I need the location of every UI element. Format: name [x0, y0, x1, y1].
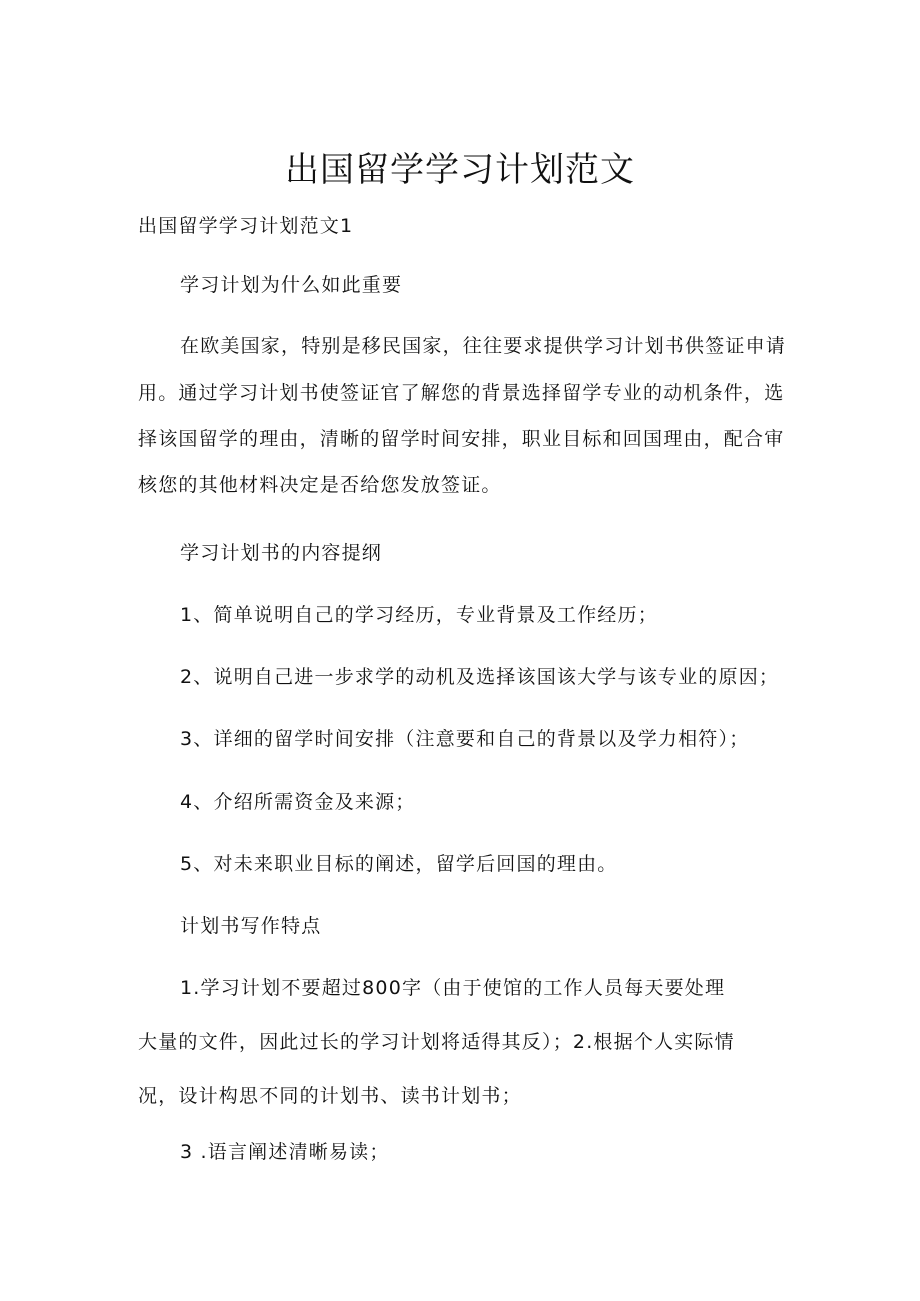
outline-item-5: 5、对未来职业目标的阐述，留学后回国的理由。	[180, 853, 618, 875]
features-paragraph-line-3: 况，设计构思不同的计划书、读书计划书；	[138, 1085, 522, 1107]
subheading-importance: 学习计划为什么如此重要	[180, 274, 403, 296]
feature-item-3: 3 .语言阐述清晰易读；	[180, 1141, 390, 1163]
subheading-features: 计划书写作特点	[180, 915, 322, 937]
features-paragraph-line-1: 1.学习计划不要超过800字（由于使馆的工作人员每天要处理	[180, 977, 726, 999]
document-title: 出国留学学习计划范文	[285, 150, 635, 190]
importance-paragraph-line-2: 用。通过学习计划书使签证官了解您的背景选择留学专业的动机条件，选	[138, 382, 785, 404]
outline-item-1: 1、简单说明自己的学习经历，专业背景及工作经历；	[180, 604, 658, 626]
features-paragraph-line-2: 大量的文件，因此过长的学习计划将适得其反）；2.根据个人实际情	[138, 1031, 735, 1053]
outline-item-2: 2、说明自己进一步求学的动机及选择该国该大学与该专业的原因；	[180, 666, 780, 688]
importance-paragraph-line-4: 核您的其他材料决定是否给您发放签证。	[138, 474, 502, 496]
importance-paragraph-line-3: 择该国留学的理由，清晰的留学时间安排，职业目标和回国理由，配合审	[138, 428, 785, 450]
subheading-outline: 学习计划书的内容提纲	[180, 542, 383, 564]
outline-item-4: 4、介绍所需资金及来源；	[180, 791, 416, 813]
section-heading: 出国留学学习计划范文1	[138, 215, 354, 237]
outline-item-3: 3、详细的留学时间安排（注意要和自己的背景以及学力相符）；	[180, 728, 750, 750]
importance-paragraph-line-1: 在欧美国家，特别是移民国家，往往要求提供学习计划书供签证申请	[180, 335, 787, 357]
